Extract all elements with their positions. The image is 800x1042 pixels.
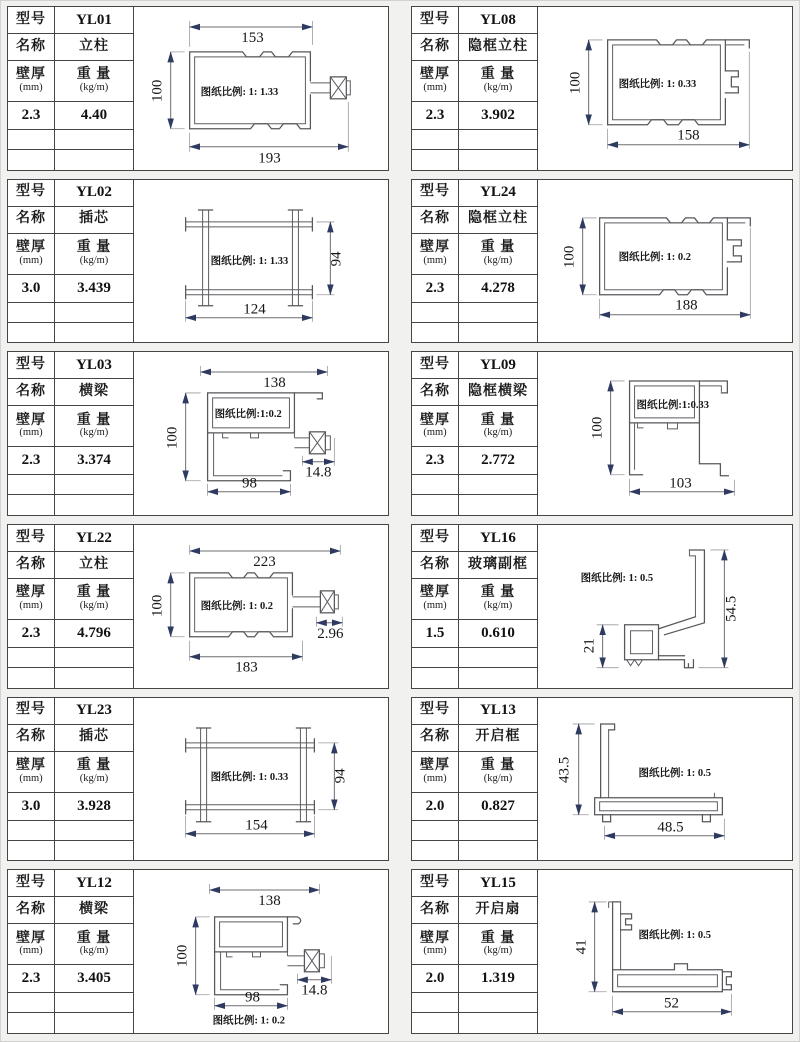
dim-label-right: 94 [328, 251, 345, 266]
table-row-empty [412, 303, 537, 323]
scale-label: 图纸比例:1:0.33 [636, 400, 709, 412]
dim-label-top: 223 [253, 553, 276, 570]
table-row [412, 725, 537, 752]
dim-label-left: 41 [573, 939, 590, 955]
dim-label-bottom: 124 [243, 301, 266, 318]
name-value: 立柱 [79, 556, 109, 572]
model-value: YL24 [480, 184, 516, 201]
thickness-label: 壁厚 [16, 240, 46, 256]
thickness-value: 1.5 [412, 620, 459, 647]
scale-label: 图纸比例: 1: 0.2 [618, 251, 691, 263]
dim-label-bottom: 98 [242, 476, 257, 493]
profile-svg-yl01 [134, 7, 388, 170]
model-value: YL02 [76, 184, 112, 201]
table-row-empty [412, 150, 537, 170]
table-row [8, 897, 133, 924]
model-label: 型号 [412, 7, 459, 33]
thickness-value: 2.3 [412, 447, 459, 474]
profile-outline [609, 902, 732, 992]
thickness-unit: (mm) [19, 600, 43, 612]
weight-unit: (kg/m) [483, 600, 513, 612]
weight-label: 重 量 [480, 240, 516, 256]
table-row-empty [8, 841, 133, 861]
thickness-unit: (mm) [423, 600, 447, 612]
thickness-value: 2.3 [8, 102, 55, 129]
profile-drawing [134, 525, 388, 688]
name-label: 名称 [412, 552, 459, 578]
model-label: 型号 [8, 7, 55, 33]
table-row-empty [412, 821, 537, 841]
dim-label-left: 100 [149, 79, 166, 103]
spec-table [8, 525, 134, 688]
weight-label: 重 量 [76, 240, 112, 256]
table-row-empty [412, 1013, 537, 1033]
profile-drawing [134, 180, 388, 343]
dim-label-bottom: 52 [664, 996, 679, 1013]
table-row-empty [412, 668, 537, 688]
table-row [412, 275, 537, 303]
weight-value: 4.40 [80, 107, 108, 123]
table-row [412, 180, 537, 207]
weight-value: 4.278 [481, 279, 515, 296]
thickness-unit: (mm) [423, 772, 447, 784]
name-label: 名称 [8, 207, 55, 233]
weight-label: 重 量 [480, 412, 516, 428]
table-row-empty [8, 1013, 133, 1033]
weight-label: 重 量 [480, 930, 516, 946]
spec-table [412, 870, 538, 1033]
scale-label: 图纸比例:1:0.2 [214, 409, 282, 421]
name-label: 名称 [412, 34, 459, 60]
thickness-label: 壁厚 [420, 930, 450, 946]
scale-label: 图纸比例: 1: 0.33 [618, 78, 697, 90]
thickness-label: 壁厚 [420, 240, 450, 256]
dim-label-bottom: 154 [245, 817, 268, 834]
dim-label-top: 138 [263, 375, 286, 392]
weight-label: 重 量 [76, 412, 112, 428]
table-row [412, 579, 537, 620]
profile-card-yl02 [7, 179, 389, 344]
table-row-empty [8, 495, 133, 515]
model-label: 型号 [412, 180, 459, 206]
profile-svg-yl24 [538, 180, 792, 343]
thickness-label: 壁厚 [420, 67, 450, 83]
table-row-empty [8, 821, 133, 841]
profile-svg-yl23 [134, 698, 388, 861]
dim-label-left: 100 [174, 944, 191, 968]
model-value: YL09 [480, 356, 516, 373]
thickness-value: 2.3 [8, 447, 55, 474]
model-value: YL22 [76, 529, 112, 546]
dim-label-bottom: 188 [675, 297, 698, 314]
table-row [8, 7, 133, 34]
name-value: 横梁 [79, 383, 109, 399]
weight-unit: (kg/m) [483, 82, 513, 94]
table-row-empty [412, 648, 537, 668]
name-label: 名称 [412, 207, 459, 233]
profile-svg-yl08 [538, 7, 792, 170]
name-value: 玻璃副框 [468, 556, 528, 572]
table-row-empty [412, 841, 537, 861]
weight-value: 1.319 [481, 970, 515, 987]
dim-label-right: 94 [332, 768, 349, 783]
spec-table [412, 525, 538, 688]
table-row [8, 552, 133, 579]
dimension-lines [589, 902, 732, 1016]
name-value: 横梁 [79, 901, 109, 917]
model-label: 型号 [8, 698, 55, 724]
model-value: YL13 [480, 702, 516, 719]
weight-label: 重 量 [480, 67, 516, 83]
weight-value: 4.796 [77, 625, 111, 641]
weight-unit: (kg/m) [79, 600, 109, 612]
scale-label: 图纸比例: 1: 0.5 [638, 930, 711, 942]
profile-card-yl23 [7, 697, 389, 862]
model-value: YL16 [480, 529, 516, 546]
spec-table [8, 698, 134, 861]
table-row-empty [412, 495, 537, 515]
thickness-value: 2.3 [412, 102, 459, 129]
thickness-unit: (mm) [19, 427, 43, 439]
scale-label: 图纸比例: 1: 0.2 [200, 600, 274, 612]
dim-label-top: 138 [258, 893, 281, 910]
name-label: 名称 [412, 897, 459, 923]
table-row [8, 34, 133, 61]
spec-table [412, 698, 538, 861]
model-label: 型号 [8, 525, 55, 551]
thickness-label: 壁厚 [16, 585, 46, 601]
model-label: 型号 [412, 870, 459, 896]
profile-drawing [538, 352, 792, 515]
table-row [8, 447, 133, 475]
model-value: YL12 [76, 874, 112, 891]
table-row [8, 725, 133, 752]
dim-label-bottom: 183 [235, 659, 258, 676]
thickness-label: 壁厚 [420, 412, 450, 428]
table-row [8, 525, 133, 552]
table-row-empty [8, 475, 133, 495]
dim-label-bottom: 103 [669, 476, 692, 493]
dimension-lines [597, 550, 729, 668]
profile-svg-yl16 [538, 525, 792, 688]
name-label: 名称 [8, 379, 55, 405]
weight-unit: (kg/m) [483, 945, 513, 957]
weight-label: 重 量 [76, 930, 112, 946]
table-row [412, 870, 537, 897]
dim-label-left: 100 [149, 594, 166, 618]
table-row [8, 275, 133, 303]
dim-label-left: 43.5 [556, 756, 573, 783]
table-row [412, 924, 537, 965]
table-row [8, 579, 133, 620]
name-value: 插芯 [79, 211, 109, 227]
profile-drawing [538, 870, 792, 1033]
spec-table [412, 7, 538, 170]
name-label: 名称 [8, 897, 55, 923]
profile-card-yl24 [411, 179, 793, 344]
table-row [412, 698, 537, 725]
table-row [8, 180, 133, 207]
thickness-value: 3.0 [8, 275, 55, 302]
profile-drawing [538, 698, 792, 861]
profile-drawing [134, 7, 388, 170]
thickness-unit: (mm) [423, 945, 447, 957]
name-label: 名称 [8, 34, 55, 60]
name-value: 隐框横梁 [468, 383, 528, 399]
profile-card-yl03 [7, 351, 389, 516]
thickness-label: 壁厚 [420, 758, 450, 774]
thickness-unit: (mm) [19, 945, 43, 957]
table-row [8, 207, 133, 234]
table-row-empty [412, 130, 537, 150]
table-row [412, 34, 537, 61]
profile-card-yl15 [411, 869, 793, 1034]
name-label: 名称 [412, 379, 459, 405]
dimension-lines [583, 218, 751, 319]
profile-svg-yl13 [538, 698, 792, 861]
table-row [8, 870, 133, 897]
table-row-empty [8, 993, 133, 1013]
table-row-empty [8, 130, 133, 150]
dim-label-bottom: 193 [258, 150, 281, 167]
profile-card-yl12 [7, 869, 389, 1034]
thickness-value: 2.3 [412, 275, 459, 302]
thickness-unit: (mm) [423, 427, 447, 439]
table-row-empty [8, 323, 133, 343]
table-row [8, 793, 133, 821]
table-row [8, 379, 133, 406]
model-label: 型号 [412, 698, 459, 724]
model-label: 型号 [412, 352, 459, 378]
weight-value: 3.405 [77, 970, 111, 987]
table-row [8, 352, 133, 379]
table-row-empty [8, 303, 133, 323]
model-value: YL08 [480, 11, 516, 28]
table-row [412, 965, 537, 993]
table-row [8, 965, 133, 993]
weight-value: 3.902 [481, 107, 515, 123]
dim-label-right: 2.96 [317, 625, 344, 642]
weight-label: 重 量 [76, 585, 112, 601]
profile-svg-yl03 [134, 352, 388, 515]
thickness-unit: (mm) [19, 254, 43, 266]
profile-card-yl22 [7, 524, 389, 689]
profile-card-yl08 [411, 6, 793, 171]
table-row-empty [412, 475, 537, 495]
weight-unit: (kg/m) [79, 945, 109, 957]
dim-label-left: 21 [581, 638, 598, 654]
dim-label-bottom: 158 [677, 127, 700, 144]
table-row [8, 924, 133, 965]
weight-unit: (kg/m) [79, 82, 109, 94]
dimension-lines [573, 724, 725, 840]
scale-label: 图纸比例: 1: 0.5 [580, 572, 654, 584]
profile-svg-yl22 [134, 525, 388, 688]
table-row [8, 406, 133, 447]
model-value: YL03 [76, 356, 112, 373]
weight-value: 0.610 [481, 625, 515, 641]
spec-table [412, 180, 538, 343]
profile-drawing [134, 698, 388, 861]
table-row [8, 698, 133, 725]
thickness-label: 壁厚 [16, 758, 46, 774]
profile-card-yl01 [7, 6, 389, 171]
table-row [412, 620, 537, 648]
profile-svg-yl02 [134, 180, 388, 343]
name-value: 隐框立柱 [468, 211, 528, 227]
weight-value: 3.374 [77, 452, 111, 469]
model-label: 型号 [8, 870, 55, 896]
thickness-label: 壁厚 [420, 585, 450, 601]
weight-label: 重 量 [480, 585, 516, 601]
name-label: 名称 [8, 725, 55, 751]
thickness-unit: (mm) [423, 82, 447, 94]
model-label: 型号 [8, 180, 55, 206]
spec-table [8, 7, 134, 170]
dim-label-right: 14.8 [301, 983, 328, 1000]
table-row [412, 447, 537, 475]
profile-drawing [538, 525, 792, 688]
weight-unit: (kg/m) [483, 772, 513, 784]
table-row [412, 525, 537, 552]
weight-unit: (kg/m) [483, 427, 513, 439]
dim-label-top: 153 [241, 29, 264, 46]
thickness-value: 3.0 [8, 793, 55, 820]
spec-table [8, 870, 134, 1033]
dim-label-left: 100 [164, 426, 181, 450]
name-value: 隐框立柱 [468, 38, 528, 54]
scale-label: 图纸比例: 1: 0.2 [212, 1016, 286, 1028]
table-row [412, 552, 537, 579]
dim-label-bottom: 48.5 [657, 819, 684, 836]
dim-label-bottom: 98 [245, 990, 260, 1007]
model-value: YL23 [76, 702, 112, 719]
table-row [412, 61, 537, 102]
spec-table [412, 352, 538, 515]
thickness-value: 2.3 [8, 620, 55, 647]
table-row [412, 793, 537, 821]
model-label: 型号 [412, 525, 459, 551]
profile-svg-yl15 [538, 870, 792, 1033]
table-row [8, 752, 133, 793]
name-value: 开启扇 [475, 901, 521, 917]
spec-table [8, 352, 134, 515]
model-value: YL15 [480, 874, 516, 891]
thickness-label: 壁厚 [16, 412, 46, 428]
dim-label-right: 14.8 [305, 465, 332, 482]
profile-outline [630, 381, 729, 476]
profile-drawing [134, 352, 388, 515]
scale-label: 图纸比例: 1: 1.33 [210, 255, 289, 267]
thickness-unit: (mm) [423, 254, 447, 266]
profile-drawing [134, 870, 388, 1033]
weight-unit: (kg/m) [483, 254, 513, 266]
profile-svg-yl12 [134, 870, 388, 1033]
dim-label-left: 100 [561, 245, 578, 268]
weight-unit: (kg/m) [79, 772, 109, 784]
thickness-label: 壁厚 [16, 930, 46, 946]
profile-drawing [538, 180, 792, 343]
table-row-empty [8, 648, 133, 668]
scale-label: 图纸比例: 1: 0.33 [210, 771, 289, 783]
scale-label: 图纸比例: 1: 1.33 [200, 86, 279, 98]
dim-label-right: 54.5 [723, 595, 740, 622]
scale-label: 图纸比例: 1: 0.5 [638, 767, 711, 779]
thickness-label: 壁厚 [16, 67, 46, 83]
weight-label: 重 量 [76, 758, 112, 774]
name-value: 插芯 [79, 729, 109, 745]
name-label: 名称 [8, 552, 55, 578]
weight-unit: (kg/m) [79, 254, 109, 266]
profile-card-yl13 [411, 697, 793, 862]
weight-unit: (kg/m) [79, 427, 109, 439]
profile-outline [625, 550, 705, 668]
dim-label-left: 100 [567, 71, 584, 95]
dim-label-left: 100 [589, 416, 606, 440]
profile-card-yl09 [411, 351, 793, 516]
name-label: 名称 [412, 725, 459, 751]
table-row [412, 207, 537, 234]
weight-label: 重 量 [480, 758, 516, 774]
table-row [412, 102, 537, 130]
model-value: YL01 [76, 11, 112, 28]
thickness-value: 2.3 [8, 965, 55, 992]
table-row-empty [412, 323, 537, 343]
spec-table [8, 180, 134, 343]
table-row [412, 352, 537, 379]
table-row-empty [412, 993, 537, 1013]
weight-value: 3.439 [77, 279, 111, 296]
profile-drawing [538, 7, 792, 170]
weight-label: 重 量 [76, 67, 112, 83]
table-row [8, 61, 133, 102]
model-label: 型号 [8, 352, 55, 378]
thickness-value: 2.0 [412, 793, 459, 820]
thickness-value: 2.0 [412, 965, 459, 992]
weight-value: 0.827 [481, 797, 515, 814]
table-row-empty [8, 668, 133, 688]
name-value: 开启框 [475, 729, 521, 745]
table-row [8, 102, 133, 130]
table-row [412, 379, 537, 406]
table-row [412, 234, 537, 275]
table-row [8, 620, 133, 648]
table-row [412, 7, 537, 34]
name-value: 立柱 [79, 38, 109, 54]
profile-card-yl16 [411, 524, 793, 689]
profile-svg-yl09 [538, 352, 792, 515]
table-row [412, 752, 537, 793]
thickness-unit: (mm) [19, 772, 43, 784]
weight-value: 2.772 [481, 452, 515, 469]
table-row [412, 897, 537, 924]
table-row-empty [8, 150, 133, 170]
table-row [412, 406, 537, 447]
thickness-unit: (mm) [19, 82, 43, 94]
weight-value: 3.928 [77, 797, 111, 814]
table-row [8, 234, 133, 275]
